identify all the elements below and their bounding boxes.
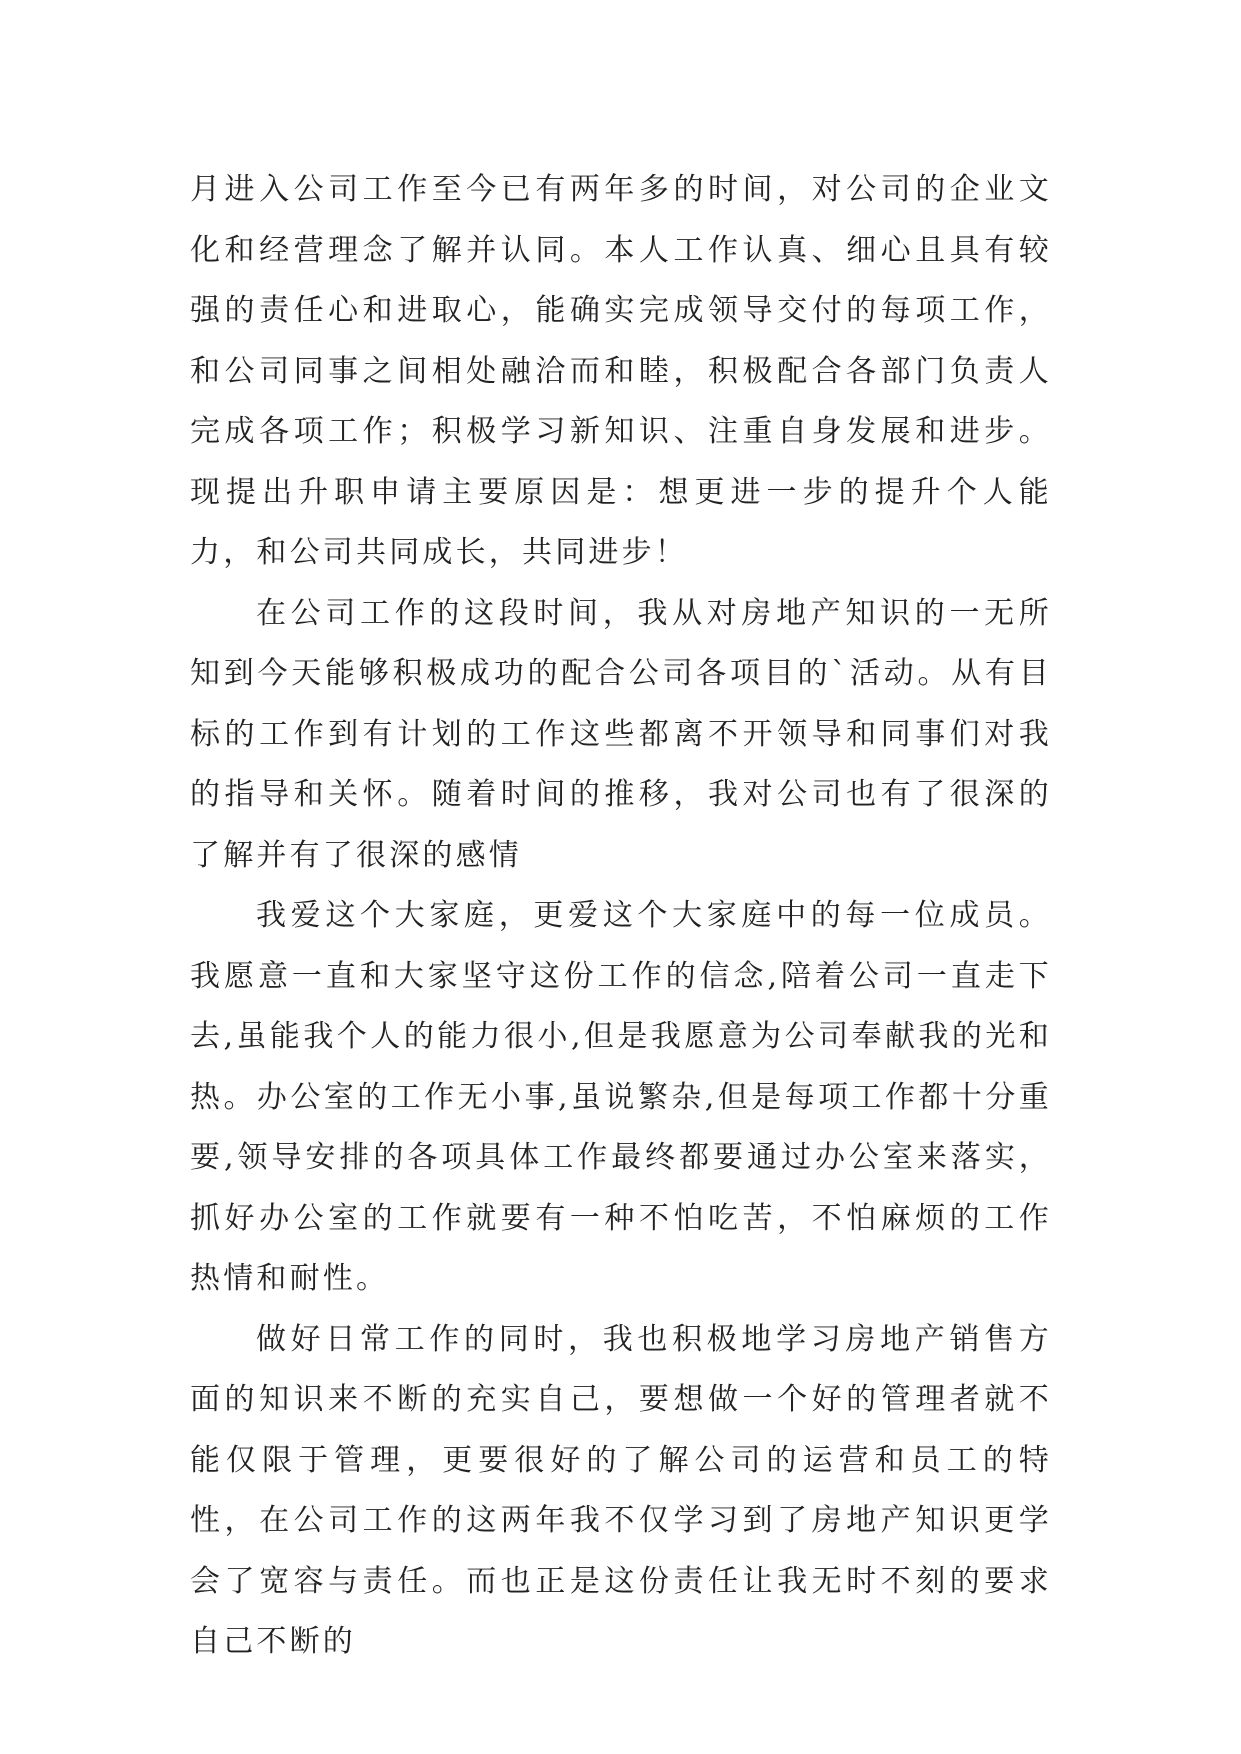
paragraph-continuation: 月进入公司工作至今已有两年多的时间，对公司的企业文化和经营理念了解并认同。本人工作认真、细心且具有较强的责任心和进取心，能确实完成领导交付的每项工作，和公司同事之间相处融洽而和睦，积极配合各部门负责人完成各项工作；积极学习新知识、注重自身发展和进步。现提出升职申请主要原因是：想更进一步的提升个人能力，和公司共同成长，共同进步！ [190,172,1052,570]
paragraph-learning: 做好日常工作的同时，我也积极地学习房地产销售方面的知识来不断的充实自己，要想做一个好的管理者就不能仅限于管理，更要很好的了解公司的运营和员工的特性，在公司工作的这两年我不仅学习到了房地产知识更学会了宽容与责任。而也正是这份责任让我无时不刻的要求自己不断的 [190,1321,1052,1659]
paragraph-commitment: 我爱这个大家庭，更爱这个大家庭中的每一位成员。我愿意一直和大家坚守这份工作的信念,陪着公司一直走下去,虽能我个人的能力很小,但是我愿意为公司奉献我的光和热。办公室的工作无小事,虽说繁杂,但是每项工作都十分重要,领导安排的各项具体工作最终都要通过办公室来落实，抓好办公室的工作就要有一种不怕吃苦，不怕麻烦的工作热情和耐性。 [190,898,1052,1296]
paragraph-work-experience: 在公司工作的这段时间，我从对房地产知识的一无所知到今天能够积极成功的配合公司各项目的`活动。从有目标的工作到有计划的工作这些都离不开领导和同事们对我的指导和关怀。随着时间的推移，我对公司也有了很深的了解并有了很深的感情 [190,595,1052,873]
document-body [190,160,1052,1673]
